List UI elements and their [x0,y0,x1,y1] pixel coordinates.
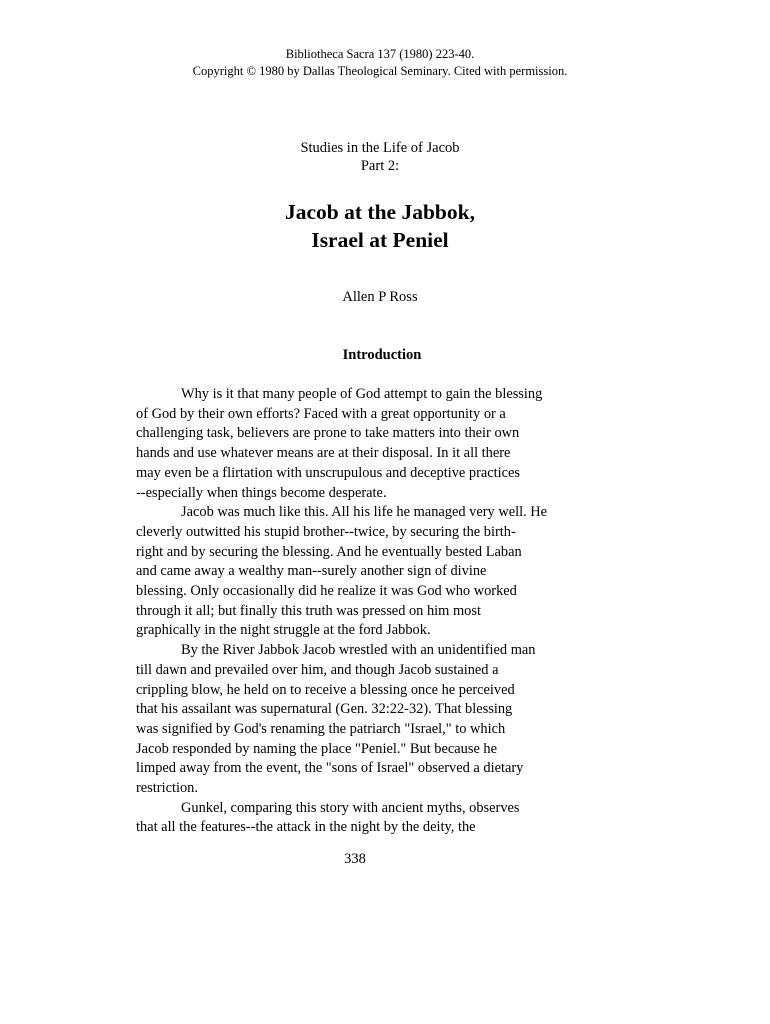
body-line: blessing. Only occasionally did he realize it was God who worked [136,583,517,600]
section-heading: Introduction [342,347,422,363]
body-text [136,385,616,838]
body-line: challenging task, believers are prone to take matters into their own [136,425,520,442]
body-line: graphically in the night struggle at the ford Jabbok. [136,622,431,639]
body-line: may even be a flirtation with unscrupulous and deceptive practices [136,464,521,481]
body-line: Jacob was much like this. All his life he managed very well. He [181,504,548,521]
title-line-1: Jacob at the Jabbok, [285,200,475,224]
body-line: crippling blow, he held on to receive a blessing once he perceived [136,681,515,698]
title-line-2: Israel at Peniel [311,228,449,252]
body-line: through it all; but finally this truth was pressed on him most [136,602,481,619]
body-line: Gunkel, comparing this story with ancient myths, observes [181,799,520,816]
citation-header [0,46,760,80]
body-line: --especially when things become desperate. [136,484,387,501]
series-line-1: Studies in the Life of Jacob [300,140,460,156]
body-line: and came away a wealthy man--surely another sign of divine [136,563,487,580]
body-line: that his assailant was supernatural (Gen. 32:22-32). That blessing [136,701,513,718]
body-line: Why is it that many people of God attempt to gain the blessing [181,386,543,402]
citation-line: Bibliotheca Sacra 137 (1980) 223-40. [285,47,475,61]
article-title [0,198,760,254]
body-line: till dawn and prevailed over him, and though Jacob sustained a [136,661,499,678]
body-line: of God by their own efforts? Faced with a great opportunity or a [136,405,506,422]
body-line: limped away from the event, the "sons of Israel" observed a dietary [136,760,524,777]
body-line: restriction. [136,780,198,797]
series-title [0,139,760,175]
page-number: 338 [344,851,366,867]
body-line: Jacob responded by naming the place "Peniel." But because he [136,740,498,757]
body-line: By the River Jabbok Jacob wrestled with an unidentified man [181,642,536,659]
body-line: cleverly outwitted his stupid brother--twice, by securing the birth- [136,523,516,540]
author-name: Allen P Ross [342,289,418,305]
body-line: right and by securing the blessing. And he eventually bested Laban [136,543,522,560]
series-line-2: Part 2: [360,158,400,174]
body-line: was signified by God's renaming the patriarch "Israel," to which [136,720,506,737]
body-line: hands and use whatever means are at their disposal. In it all there [136,445,511,462]
copyright-line: Copyright © 1980 by Dallas Theological Seminary. Cited with permission. [192,64,568,78]
body-line: that all the features--the attack in the night by the deity, the [136,819,476,836]
